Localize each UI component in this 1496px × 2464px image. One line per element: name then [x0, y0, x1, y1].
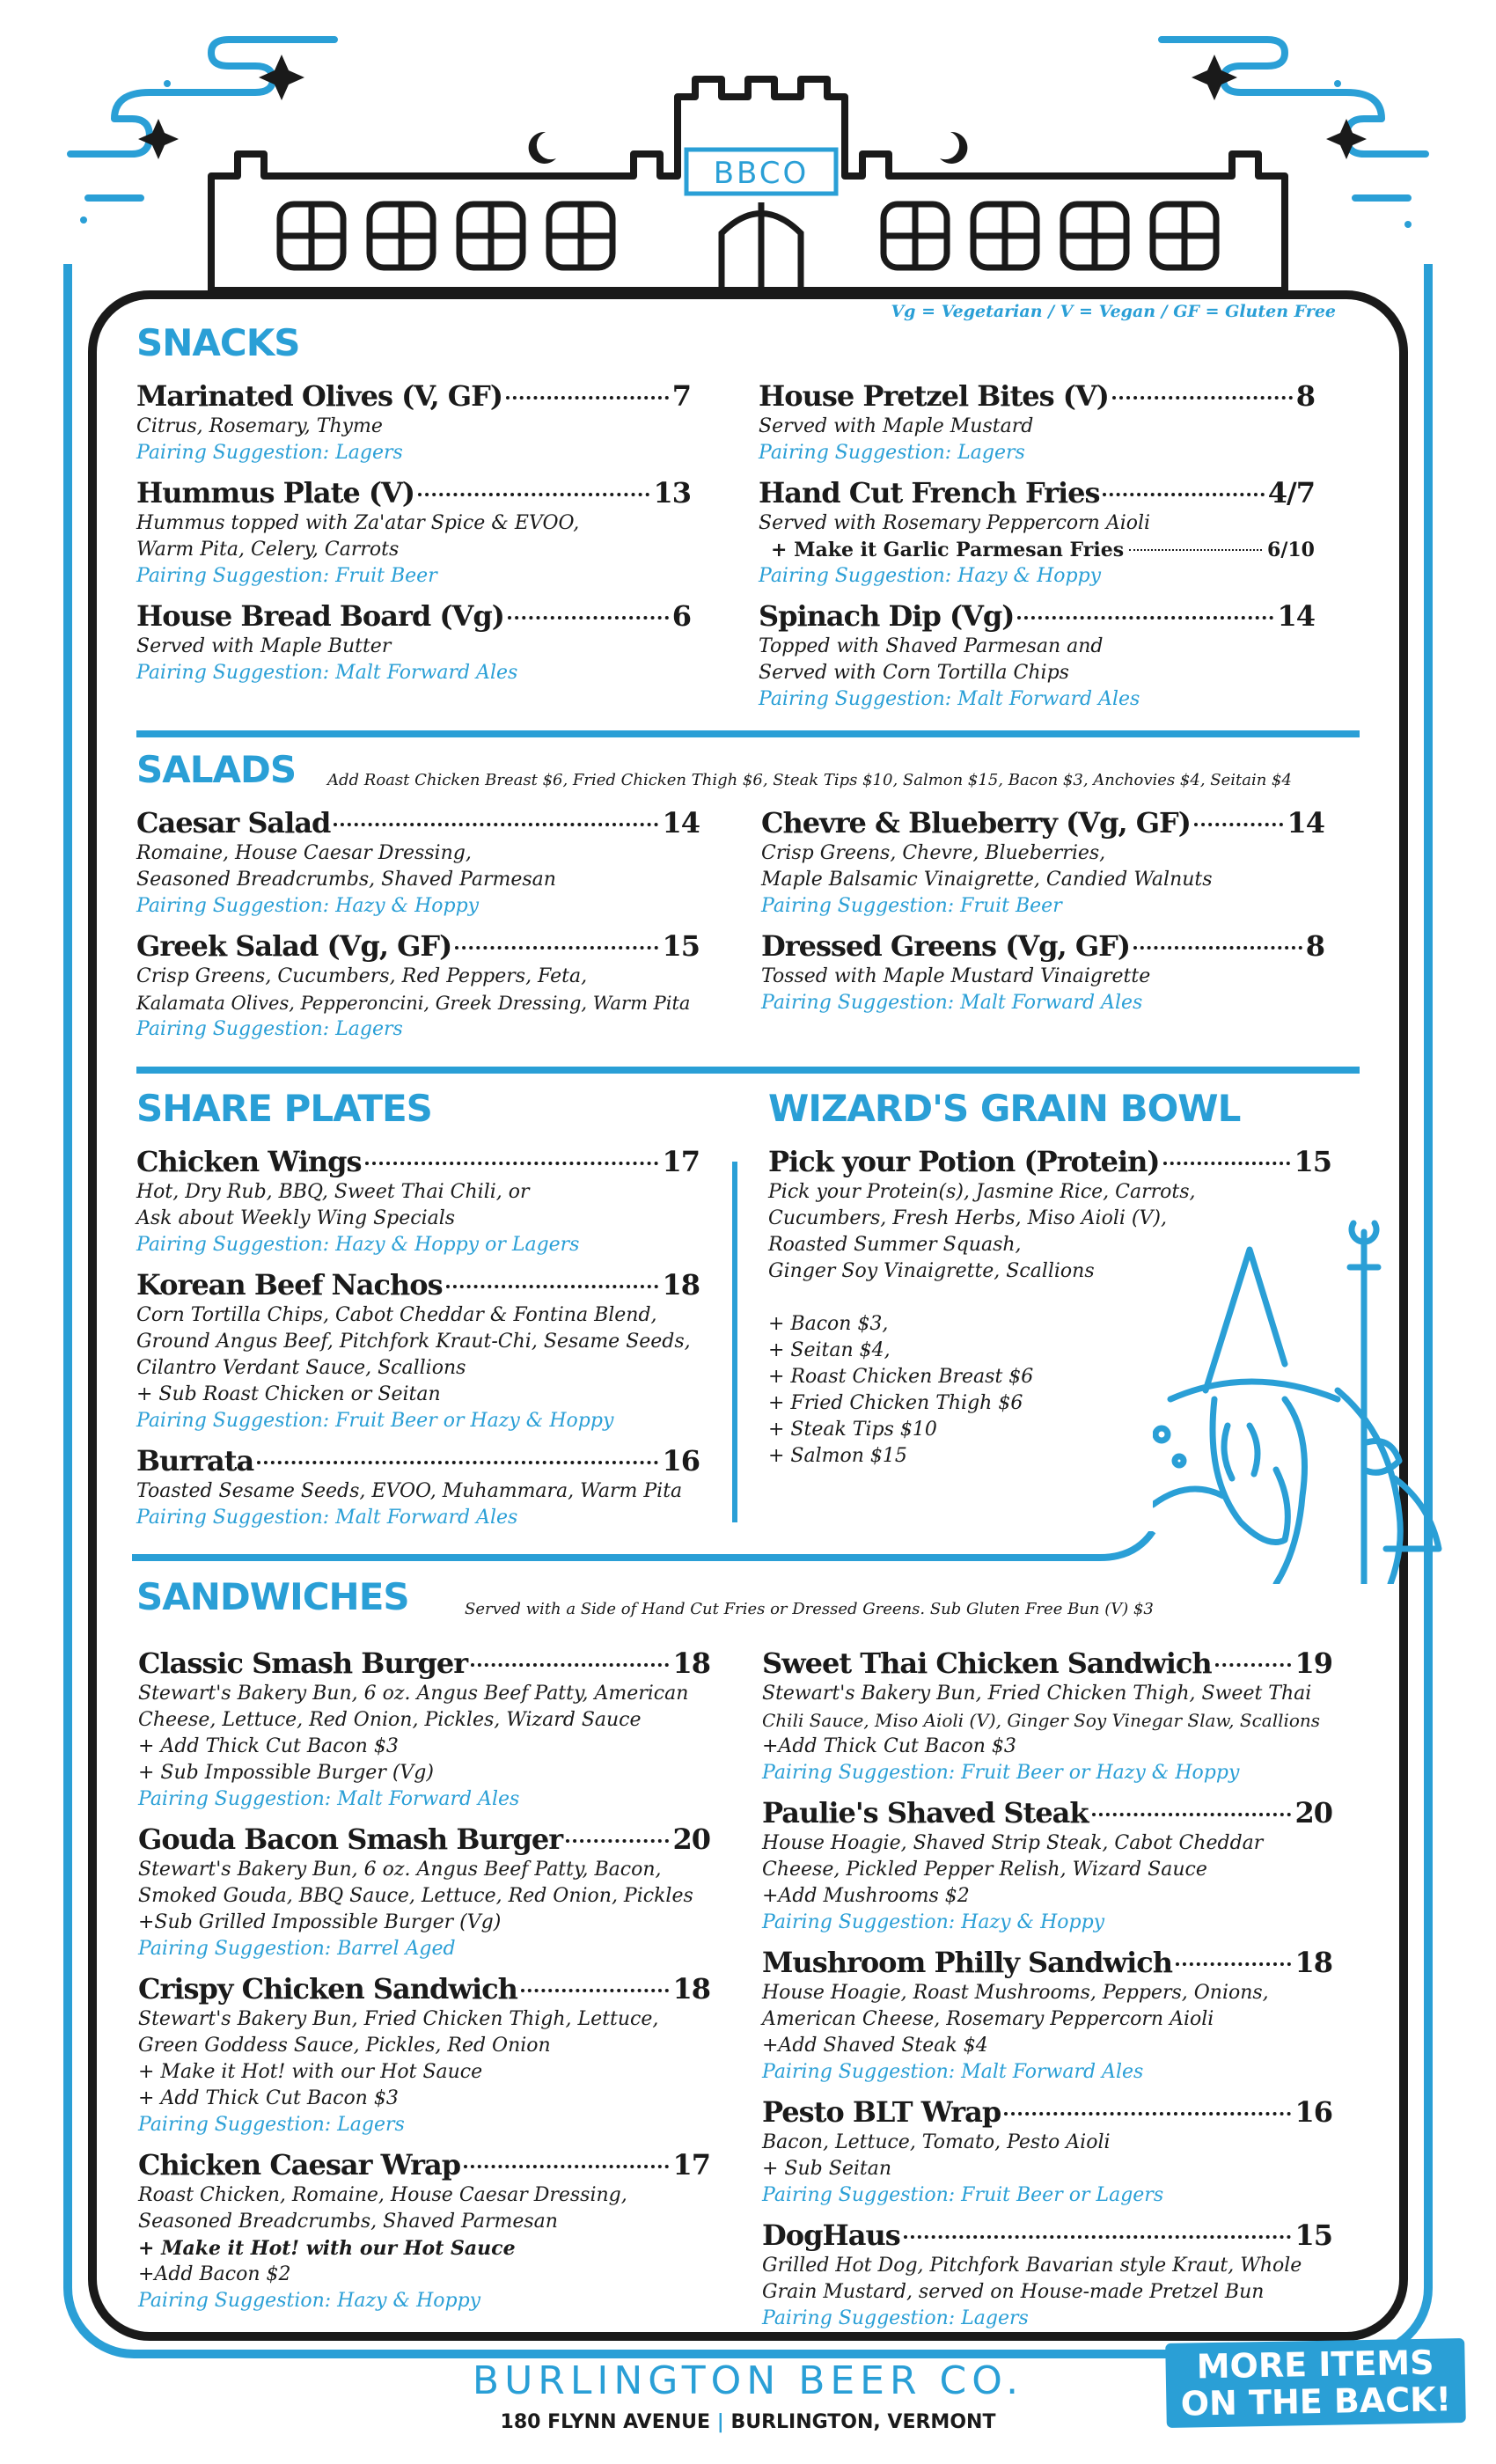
item-name: Gouda Bacon Smash Burger	[138, 1822, 563, 1856]
pairing-suggestion: Pairing Suggestion: Fruit Beer	[761, 895, 1062, 917]
item-description: +Sub Grilled Impossible Burger (Vg)	[138, 1911, 502, 1933]
badge-line: MORE ITEMS	[1196, 2343, 1434, 2387]
item-name: Pick your Potion (Protein)	[768, 1145, 1160, 1178]
item-description: Bacon, Lettuce, Tomato, Pesto Aioli	[762, 2131, 1111, 2153]
menu-item	[759, 475, 1315, 590]
item-description: Tossed with Maple Mustard Vinaigrette	[761, 965, 1151, 987]
pairing-suggestion: Pairing Suggestion: Barrel Aged	[138, 1938, 456, 1960]
address-city: BURLINGTON, VERMONT	[730, 2411, 996, 2433]
item-description: Pick your Protein(s), Jasmine Rice, Carrots,	[768, 1181, 1196, 1203]
item-name: Chevre & Blueberry (Vg, GF)	[761, 806, 1191, 840]
pairing-suggestion: Pairing Suggestion: Lagers	[136, 442, 403, 464]
item-description: Ask about Weekly Wing Specials	[136, 1207, 456, 1229]
item-name: DogHaus	[762, 2218, 900, 2252]
item-name: Chicken Caesar Wrap	[138, 2148, 461, 2182]
item-name: Paulie's Shaved Steak	[762, 1796, 1089, 1830]
item-description: Seasoned Breadcrumbs, Shaved Parmesan	[138, 2211, 558, 2233]
section-divider	[132, 1531, 1364, 1566]
menu-item	[759, 598, 1315, 713]
item-name: Pesto BLT Wrap	[762, 2095, 1001, 2129]
pairing-suggestion: Pairing Suggestion: Malt Forward Ales	[762, 2061, 1144, 2083]
item-description: House Hoagie, Roast Mushrooms, Peppers, Onions,	[762, 1982, 1269, 2004]
menu-item	[136, 1144, 700, 1258]
menu-item	[138, 1971, 710, 2138]
pairing-suggestion: Pairing Suggestion: Hazy & Hoppy	[762, 1911, 1105, 1933]
item-price: 14	[1287, 806, 1324, 840]
section-title-share-plates: SHARE PLATES	[136, 1087, 432, 1130]
item-description: +Add Bacon $2	[138, 2263, 291, 2285]
share-plates-column	[136, 1144, 700, 1540]
item-name: Hummus Plate (V)	[136, 476, 414, 510]
item-price: 8	[1295, 379, 1315, 413]
pairing-suggestion: Pairing Suggestion: Lagers	[136, 1018, 403, 1040]
pairing-suggestion: Pairing Suggestion: Fruit Beer	[136, 565, 437, 587]
menu-item	[761, 805, 1324, 920]
item-price: 18	[1294, 1946, 1332, 1979]
item-price: 4/7	[1267, 476, 1315, 510]
menu-item	[761, 928, 1324, 1016]
item-description: + Make it Hot! with our Hot Sauce	[138, 2061, 483, 2083]
item-price: 7	[671, 379, 691, 413]
item-description: + Sub Roast Chicken or Seitan	[136, 1383, 441, 1405]
salads-left-column	[136, 805, 700, 1052]
item-price: 16	[662, 1444, 700, 1478]
item-price: 20	[1294, 1796, 1332, 1830]
item-description: Chili Sauce, Miso Aioli (V), Ginger Soy Vinegar Slaw, Scallions	[762, 1710, 1321, 1731]
sandwiches-right-column	[762, 1646, 1332, 2341]
item-price: 16	[1294, 2095, 1332, 2129]
item-name: Chicken Wings	[136, 1145, 362, 1178]
item-addon	[759, 537, 1315, 563]
menu-item	[762, 1795, 1332, 1936]
item-price: 15	[1294, 2218, 1332, 2252]
protein-addon: + Roast Chicken Breast $6	[768, 1366, 1034, 1388]
pairing-suggestion: Pairing Suggestion: Hazy & Hoppy	[136, 895, 480, 917]
item-description: Citrus, Rosemary, Thyme	[136, 415, 383, 437]
pairing-suggestion: Pairing Suggestion: Hazy & Hoppy	[759, 565, 1102, 587]
item-description: American Cheese, Rosemary Peppercorn Aioli	[762, 2008, 1214, 2030]
item-price: 14	[662, 806, 700, 840]
item-description: Seasoned Breadcrumbs, Shaved Parmesan	[136, 869, 556, 891]
item-description: Stewart's Bakery Bun, 6 oz. Angus Beef Patty, American	[138, 1683, 689, 1705]
snacks-left-column	[136, 378, 691, 695]
wizard-illustration	[1153, 1214, 1452, 1584]
item-description: + Sub Impossible Burger (Vg)	[138, 1762, 434, 1784]
pairing-suggestion: Pairing Suggestion: Fruit Beer or Hazy & Hoppy	[762, 1762, 1240, 1784]
pairing-suggestion: Pairing Suggestion: Lagers	[138, 2114, 405, 2136]
menu-item	[762, 1945, 1332, 2086]
protein-addon: + Bacon $3,	[768, 1313, 889, 1335]
item-name: Marinated Olives (V, GF)	[136, 379, 502, 413]
item-description: Maple Balsamic Vinaigrette, Candied Walnuts	[761, 869, 1213, 891]
pairing-suggestion: Pairing Suggestion: Malt Forward Ales	[761, 992, 1143, 1014]
section-title-sandwiches: SANDWICHES	[136, 1575, 409, 1618]
pairing-suggestion: Pairing Suggestion: Malt Forward Ales	[136, 662, 518, 684]
item-name: Caesar Salad	[136, 806, 331, 840]
item-price: 17	[672, 2148, 710, 2182]
section-divider	[136, 730, 1360, 737]
menu-item	[136, 475, 691, 590]
snacks-right-column	[759, 378, 1315, 722]
protein-addon: + Fried Chicken Thigh $6	[768, 1392, 1023, 1414]
menu-item	[138, 2147, 710, 2314]
item-description: Topped with Shaved Parmesan and	[759, 635, 1104, 657]
pairing-suggestion: Pairing Suggestion: Lagers	[759, 442, 1025, 464]
item-name: Greek Salad (Vg, GF)	[136, 929, 452, 963]
item-price: 13	[653, 476, 691, 510]
item-price: 20	[672, 1822, 710, 1856]
pairing-suggestion: Pairing Suggestion: Lagers	[762, 2307, 1029, 2329]
brand-sign: BBCO	[713, 156, 810, 191]
addon-label: + Make it Garlic Parmesan Fries	[771, 539, 1125, 561]
column-divider	[732, 1162, 737, 1522]
item-description: Stewart's Bakery Bun, Fried Chicken Thigh, Sweet Thai	[762, 1683, 1312, 1705]
item-description: Cilantro Verdant Sauce, Scallions	[136, 1357, 466, 1379]
pairing-suggestion: Pairing Suggestion: Malt Forward Ales	[136, 1507, 518, 1529]
footer-brand: BURLINGTON BEER CO.	[431, 2358, 1065, 2403]
address-separator: |	[716, 2411, 724, 2433]
item-description: + Add Thick Cut Bacon $3	[138, 1735, 399, 1757]
item-description: Romaine, House Caesar Dressing,	[136, 842, 472, 864]
item-price: 14	[1277, 599, 1315, 633]
menu-item	[136, 378, 691, 466]
item-price: 15	[1294, 1145, 1331, 1178]
item-name: Crispy Chicken Sandwich	[138, 1972, 517, 2006]
item-description: Toasted Sesame Seeds, EVOO, Muhammara, Warm Pita	[136, 1480, 683, 1502]
section-title-grain-bowl: WIZARD'S GRAIN BOWL	[768, 1087, 1241, 1130]
protein-addon: + Steak Tips $10	[768, 1419, 937, 1441]
item-description: Roast Chicken, Romaine, House Caesar Dressing,	[138, 2184, 627, 2206]
item-description: Crisp Greens, Chevre, Blueberries,	[761, 842, 1106, 864]
diet-legend: Vg = Vegetarian / V = Vegan / GF = Gluten Free	[891, 302, 1336, 321]
item-price: 18	[662, 1268, 700, 1302]
item-name: Burrata	[136, 1444, 254, 1478]
item-description: Served with Corn Tortilla Chips	[759, 662, 1069, 684]
item-description: Ground Angus Beef, Pitchfork Kraut-Chi, Sesame Seeds,	[136, 1331, 691, 1353]
item-price: 18	[672, 1646, 710, 1680]
protein-addon: + Seitan $4,	[768, 1339, 891, 1361]
menu-item	[136, 1443, 700, 1531]
item-description: Kalamata Olives, Pepperoncini, Greek Dressing, Warm Pita	[136, 993, 691, 1014]
pairing-suggestion: Pairing Suggestion: Fruit Beer or Hazy & Hoppy	[136, 1410, 614, 1432]
item-description: Green Goddess Sauce, Pickles, Red Onion	[138, 2035, 551, 2057]
menu-item	[138, 1822, 710, 1962]
item-description: Stewart's Bakery Bun, Fried Chicken Thigh, Lettuce,	[138, 2008, 659, 2030]
menu-item	[136, 598, 691, 686]
item-description: Roasted Summer Squash,	[768, 1234, 1022, 1256]
more-items-badge	[1165, 2338, 1466, 2428]
menu-item	[136, 1267, 700, 1434]
addon-price: 6/10	[1267, 539, 1315, 561]
item-name: House Pretzel Bites (V)	[759, 379, 1109, 413]
item-description: Hummus topped with Za'atar Spice & EVOO,	[136, 512, 580, 534]
menu-item	[136, 928, 700, 1043]
item-description: Crisp Greens, Cucumbers, Red Peppers, Feta,	[136, 965, 588, 987]
section-title-salads: SALADS	[136, 748, 297, 791]
item-description: Hot, Dry Rub, BBQ, Sweet Thai Chili, or	[136, 1181, 530, 1203]
item-description: Cucumbers, Fresh Herbs, Miso Aioli (V),	[768, 1207, 1167, 1229]
item-description: + Add Thick Cut Bacon $3	[138, 2087, 399, 2109]
address-street: 180 FLYNN AVENUE	[500, 2411, 711, 2433]
item-description: Served with Rosemary Peppercorn Aioli	[759, 512, 1151, 534]
pairing-suggestion: Pairing Suggestion: Malt Forward Ales	[138, 1788, 520, 1810]
menu-item	[759, 378, 1315, 466]
item-price: 17	[662, 1145, 700, 1178]
pairing-suggestion: Pairing Suggestion: Hazy & Hoppy	[138, 2290, 481, 2312]
menu-item	[762, 2218, 1332, 2332]
item-description: +Add Mushrooms $2	[762, 1885, 970, 1907]
pairing-suggestion: Pairing Suggestion: Fruit Beer or Lagers	[762, 2184, 1164, 2206]
item-name: Mushroom Philly Sandwich	[762, 1946, 1172, 1979]
item-description: Grilled Hot Dog, Pitchfork Bavarian style Kraut, Whole	[762, 2255, 1302, 2277]
item-description: Served with Maple Mustard	[759, 415, 1034, 437]
salads-right-column	[761, 805, 1324, 1025]
sandwiches-left-column	[138, 1646, 710, 2323]
item-description: Cheese, Lettuce, Red Onion, Pickles, Wizard Sauce	[138, 1709, 642, 1731]
item-description: Cheese, Pickled Pepper Relish, Wizard Sauce	[762, 1859, 1207, 1881]
item-name: Dressed Greens (Vg, GF)	[761, 929, 1131, 963]
sandwiches-note: Served with a Side of Hand Cut Fries or Dressed Greens. Sub Gluten Free Bun (V) $3	[465, 1600, 1154, 1618]
section-title-snacks: SNACKS	[136, 321, 300, 364]
menu-item	[762, 2094, 1332, 2209]
menu-item	[138, 1646, 710, 1813]
item-name: Spinach Dip (Vg)	[759, 599, 1015, 633]
item-description: + Sub Seitan	[762, 2158, 891, 2180]
salads-addon-note: Add Roast Chicken Breast $6, Fried Chicken Thigh $6, Steak Tips $10, Salmon $15, Bacon $3, Anchovies $4, Seitain $4	[327, 771, 1292, 789]
pairing-suggestion: Pairing Suggestion: Hazy & Hoppy or Lagers	[136, 1234, 580, 1256]
section-divider	[136, 1067, 1360, 1074]
item-description: Corn Tortilla Chips, Cabot Cheddar & Fontina Blend,	[136, 1304, 657, 1326]
protein-addon: + Salmon $15	[768, 1445, 907, 1467]
item-name: Classic Smash Burger	[138, 1646, 468, 1680]
item-price: 19	[1294, 1646, 1332, 1680]
item-price: 6	[671, 599, 691, 633]
item-description: Served with Maple Butter	[136, 635, 392, 657]
item-description: Stewart's Bakery Bun, 6 oz. Angus Beef Patty, Bacon,	[138, 1859, 662, 1881]
item-description: Grain Mustard, served on House-made Pretzel Bun	[762, 2281, 1265, 2303]
item-price: 15	[662, 929, 700, 963]
item-name: Korean Beef Nachos	[136, 1268, 443, 1302]
item-description: +Add Shaved Steak $4	[762, 2035, 988, 2057]
item-description: + Make it Hot! with our Hot Sauce	[138, 2237, 516, 2260]
item-description: House Hoagie, Shaved Strip Steak, Cabot Cheddar	[762, 1832, 1264, 1854]
item-description: Warm Pita, Celery, Carrots	[136, 539, 400, 561]
menu-item	[136, 805, 700, 920]
menu-item	[762, 1646, 1332, 1786]
item-description: Ginger Soy Vinaigrette, Scallions	[768, 1260, 1095, 1282]
pairing-suggestion: Pairing Suggestion: Malt Forward Ales	[759, 688, 1140, 710]
badge-line: ON THE BACK!	[1180, 2380, 1452, 2424]
item-price: 8	[1305, 929, 1324, 963]
item-name: Sweet Thai Chicken Sandwich	[762, 1646, 1212, 1680]
item-price: 18	[672, 1972, 710, 2006]
item-description: Smoked Gouda, BBQ Sauce, Lettuce, Red Onion, Pickles	[138, 1885, 693, 1907]
item-name: House Bread Board (Vg)	[136, 599, 504, 633]
item-name: Hand Cut French Fries	[759, 476, 1100, 510]
item-description: +Add Thick Cut Bacon $3	[762, 1735, 1016, 1757]
